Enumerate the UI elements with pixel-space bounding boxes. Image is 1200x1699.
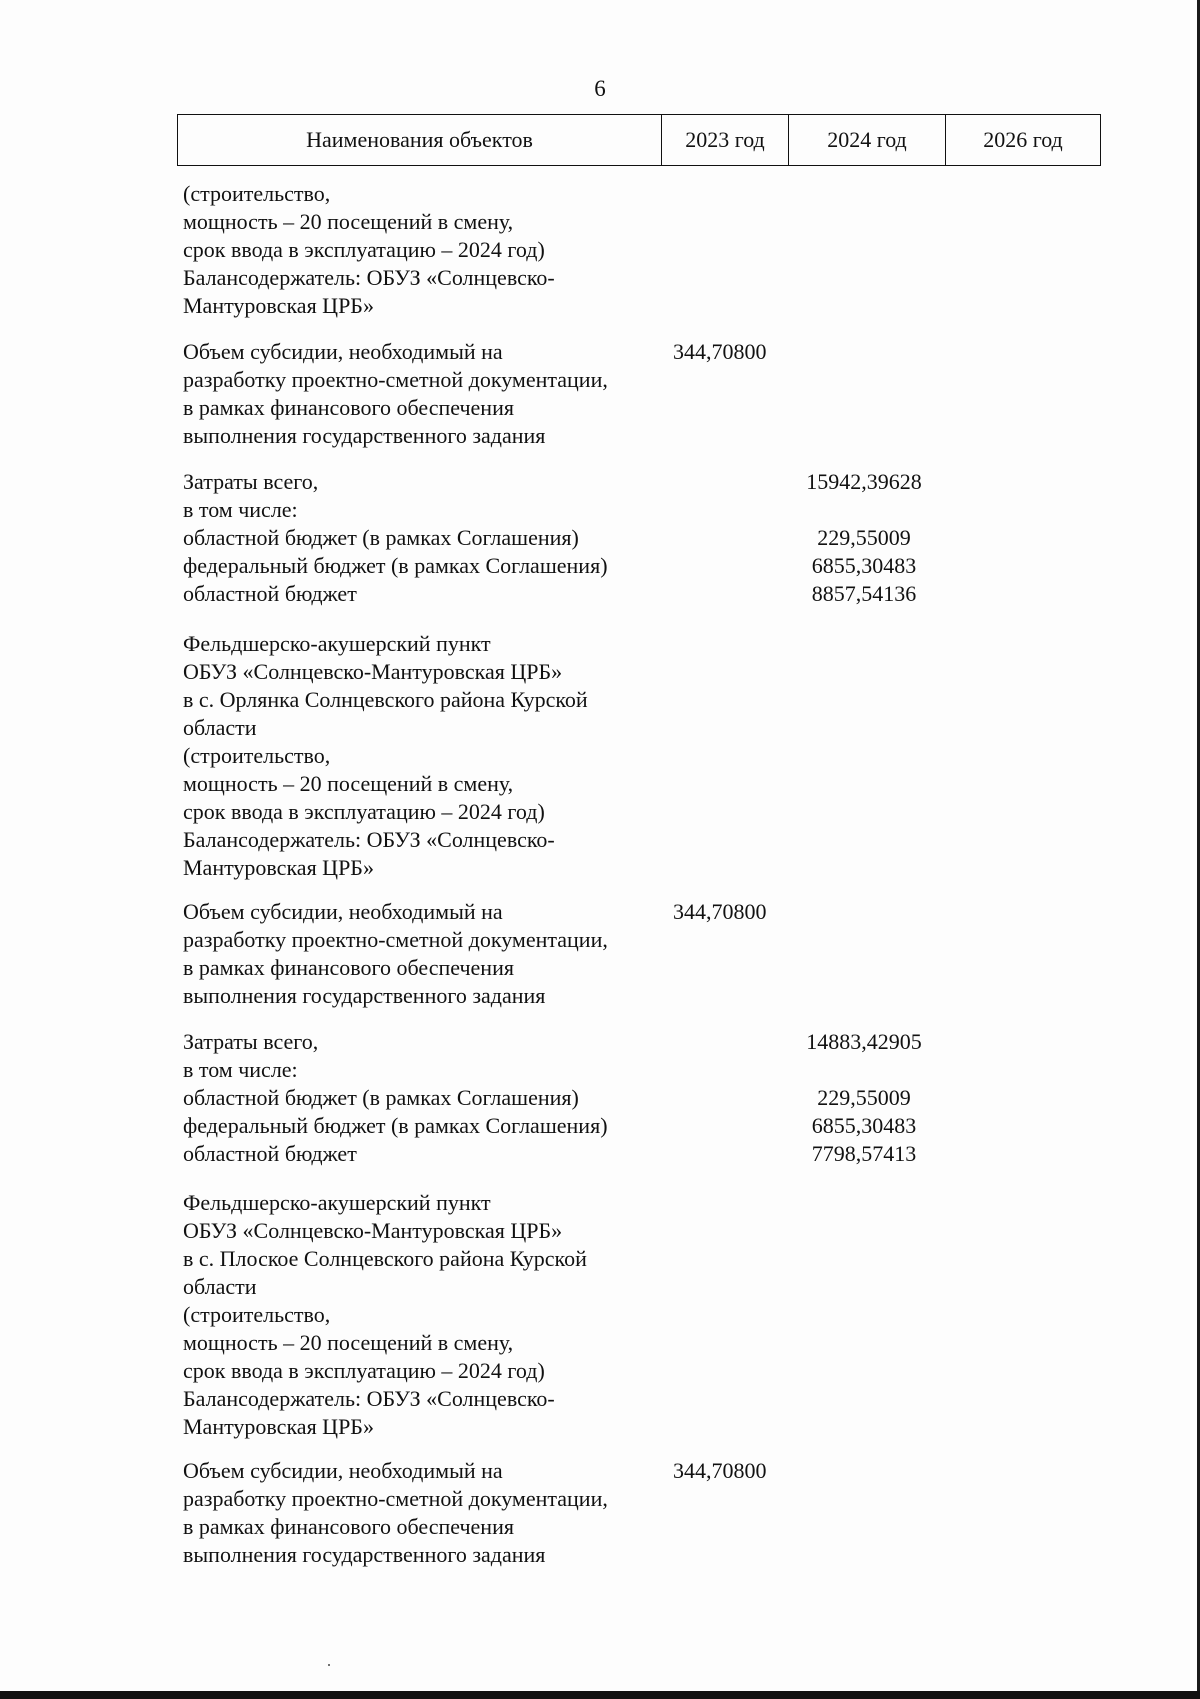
header-cell-2024: 2024 год: [789, 115, 946, 165]
text-line: разработку проектно-сметной документации,: [183, 927, 608, 952]
text-line: области: [183, 715, 257, 740]
value-2024-federal-agreement: 6855,30483: [811, 553, 917, 578]
text-line: ОБУЗ «Солнцевско-Мантуровская ЦРБ»: [183, 1218, 563, 1243]
table-header: [177, 114, 1101, 166]
text-line: Мантуровская ЦРБ»: [183, 1414, 374, 1439]
text-line: срок ввода в эксплуатацию – 2024 год): [183, 237, 545, 262]
value-2023: 344,70800: [673, 899, 767, 924]
text-line: ОБУЗ «Солнцевско-Мантуровская ЦРБ»: [183, 659, 563, 684]
text-line: в с. Орлянка Солнцевского района Курской: [183, 687, 588, 712]
value-2024-federal-agreement: 6855,30483: [811, 1113, 917, 1138]
text-line: Объем субсидии, необходимый на: [183, 1458, 503, 1483]
text-line: Затраты всего,: [183, 469, 319, 494]
text-line: мощность – 20 посещений в смену,: [183, 1330, 514, 1355]
text-line: в с. Плоское Солнцевского района Курской: [183, 1246, 587, 1271]
text-line: срок ввода в эксплуатацию – 2024 год): [183, 799, 545, 824]
text-line: разработку проектно-сметной документации,: [183, 1486, 608, 1511]
value-2023: 344,70800: [673, 339, 767, 364]
header-cell-2023: 2023 год: [662, 115, 789, 165]
text-line: Фельдшерско-акушерский пункт: [183, 631, 491, 656]
text-line: мощность – 20 посещений в смену,: [183, 209, 514, 234]
value-2024-total: 15942,39628: [806, 469, 922, 494]
text-line: (строительство,: [183, 181, 331, 206]
header-cell-name: Наименования объектов: [178, 115, 662, 165]
text-line: Балансодержатель: ОБУЗ «Солнцевско-: [183, 265, 555, 290]
text-line: в рамках финансового обеспечения: [183, 1514, 514, 1539]
text-line: Балансодержатель: ОБУЗ «Солнцевско-: [183, 827, 555, 852]
text-line: выполнения государственного задания: [183, 423, 546, 448]
text-line: (строительство,: [183, 1302, 331, 1327]
header-cell-2026: 2026 год: [983, 127, 1063, 152]
text-line: срок ввода в эксплуатацию – 2024 год): [183, 1358, 545, 1383]
text-line: областной бюджет (в рамках Соглашения): [183, 525, 579, 550]
text-line: (строительство,: [183, 743, 331, 768]
value-2023: 344,70800: [673, 1458, 767, 1483]
text-line: областной бюджет (в рамках Соглашения): [183, 1085, 579, 1110]
text-line: Мантуровская ЦРБ»: [183, 293, 374, 318]
text-line: в том числе:: [183, 1057, 298, 1082]
value-2024-oblast: 8857,54136: [811, 581, 917, 606]
value-2024-total: 14883,42905: [806, 1029, 922, 1054]
text-line: Объем субсидии, необходимый на: [183, 339, 503, 364]
text-line: выполнения государственного задания: [183, 1542, 546, 1567]
text-line: области: [183, 1274, 257, 1299]
text-line: федеральный бюджет (в рамках Соглашения): [183, 553, 608, 578]
text-line: Объем субсидии, необходимый на: [183, 899, 503, 924]
value-2024-oblast-agreement: 229,55009: [817, 525, 911, 550]
text-line: Затраты всего,: [183, 1029, 319, 1054]
value-2024-oblast: 7798,57413: [811, 1141, 917, 1166]
text-line: мощность – 20 посещений в смену,: [183, 771, 514, 796]
value-2024-oblast-agreement: 229,55009: [817, 1085, 911, 1110]
scan-edge-bottom: [0, 1691, 1200, 1699]
page-number: 6: [594, 76, 606, 101]
text-line: Балансодержатель: ОБУЗ «Солнцевско-: [183, 1386, 555, 1411]
text-line: Фельдшерско-акушерский пункт: [183, 1190, 491, 1215]
text-line: Мантуровская ЦРБ»: [183, 855, 374, 880]
text-line: областной бюджет: [183, 581, 357, 606]
text-line: федеральный бюджет (в рамках Соглашения): [183, 1113, 608, 1138]
text-line: в том числе:: [183, 497, 298, 522]
text-line: в рамках финансового обеспечения: [183, 395, 514, 420]
text-line: в рамках финансового обеспечения: [183, 955, 514, 980]
text-line: разработку проектно-сметной документации,: [183, 367, 608, 392]
scan-speck: [328, 1664, 330, 1666]
text-line: выполнения государственного задания: [183, 983, 546, 1008]
text-line: областной бюджет: [183, 1141, 357, 1166]
